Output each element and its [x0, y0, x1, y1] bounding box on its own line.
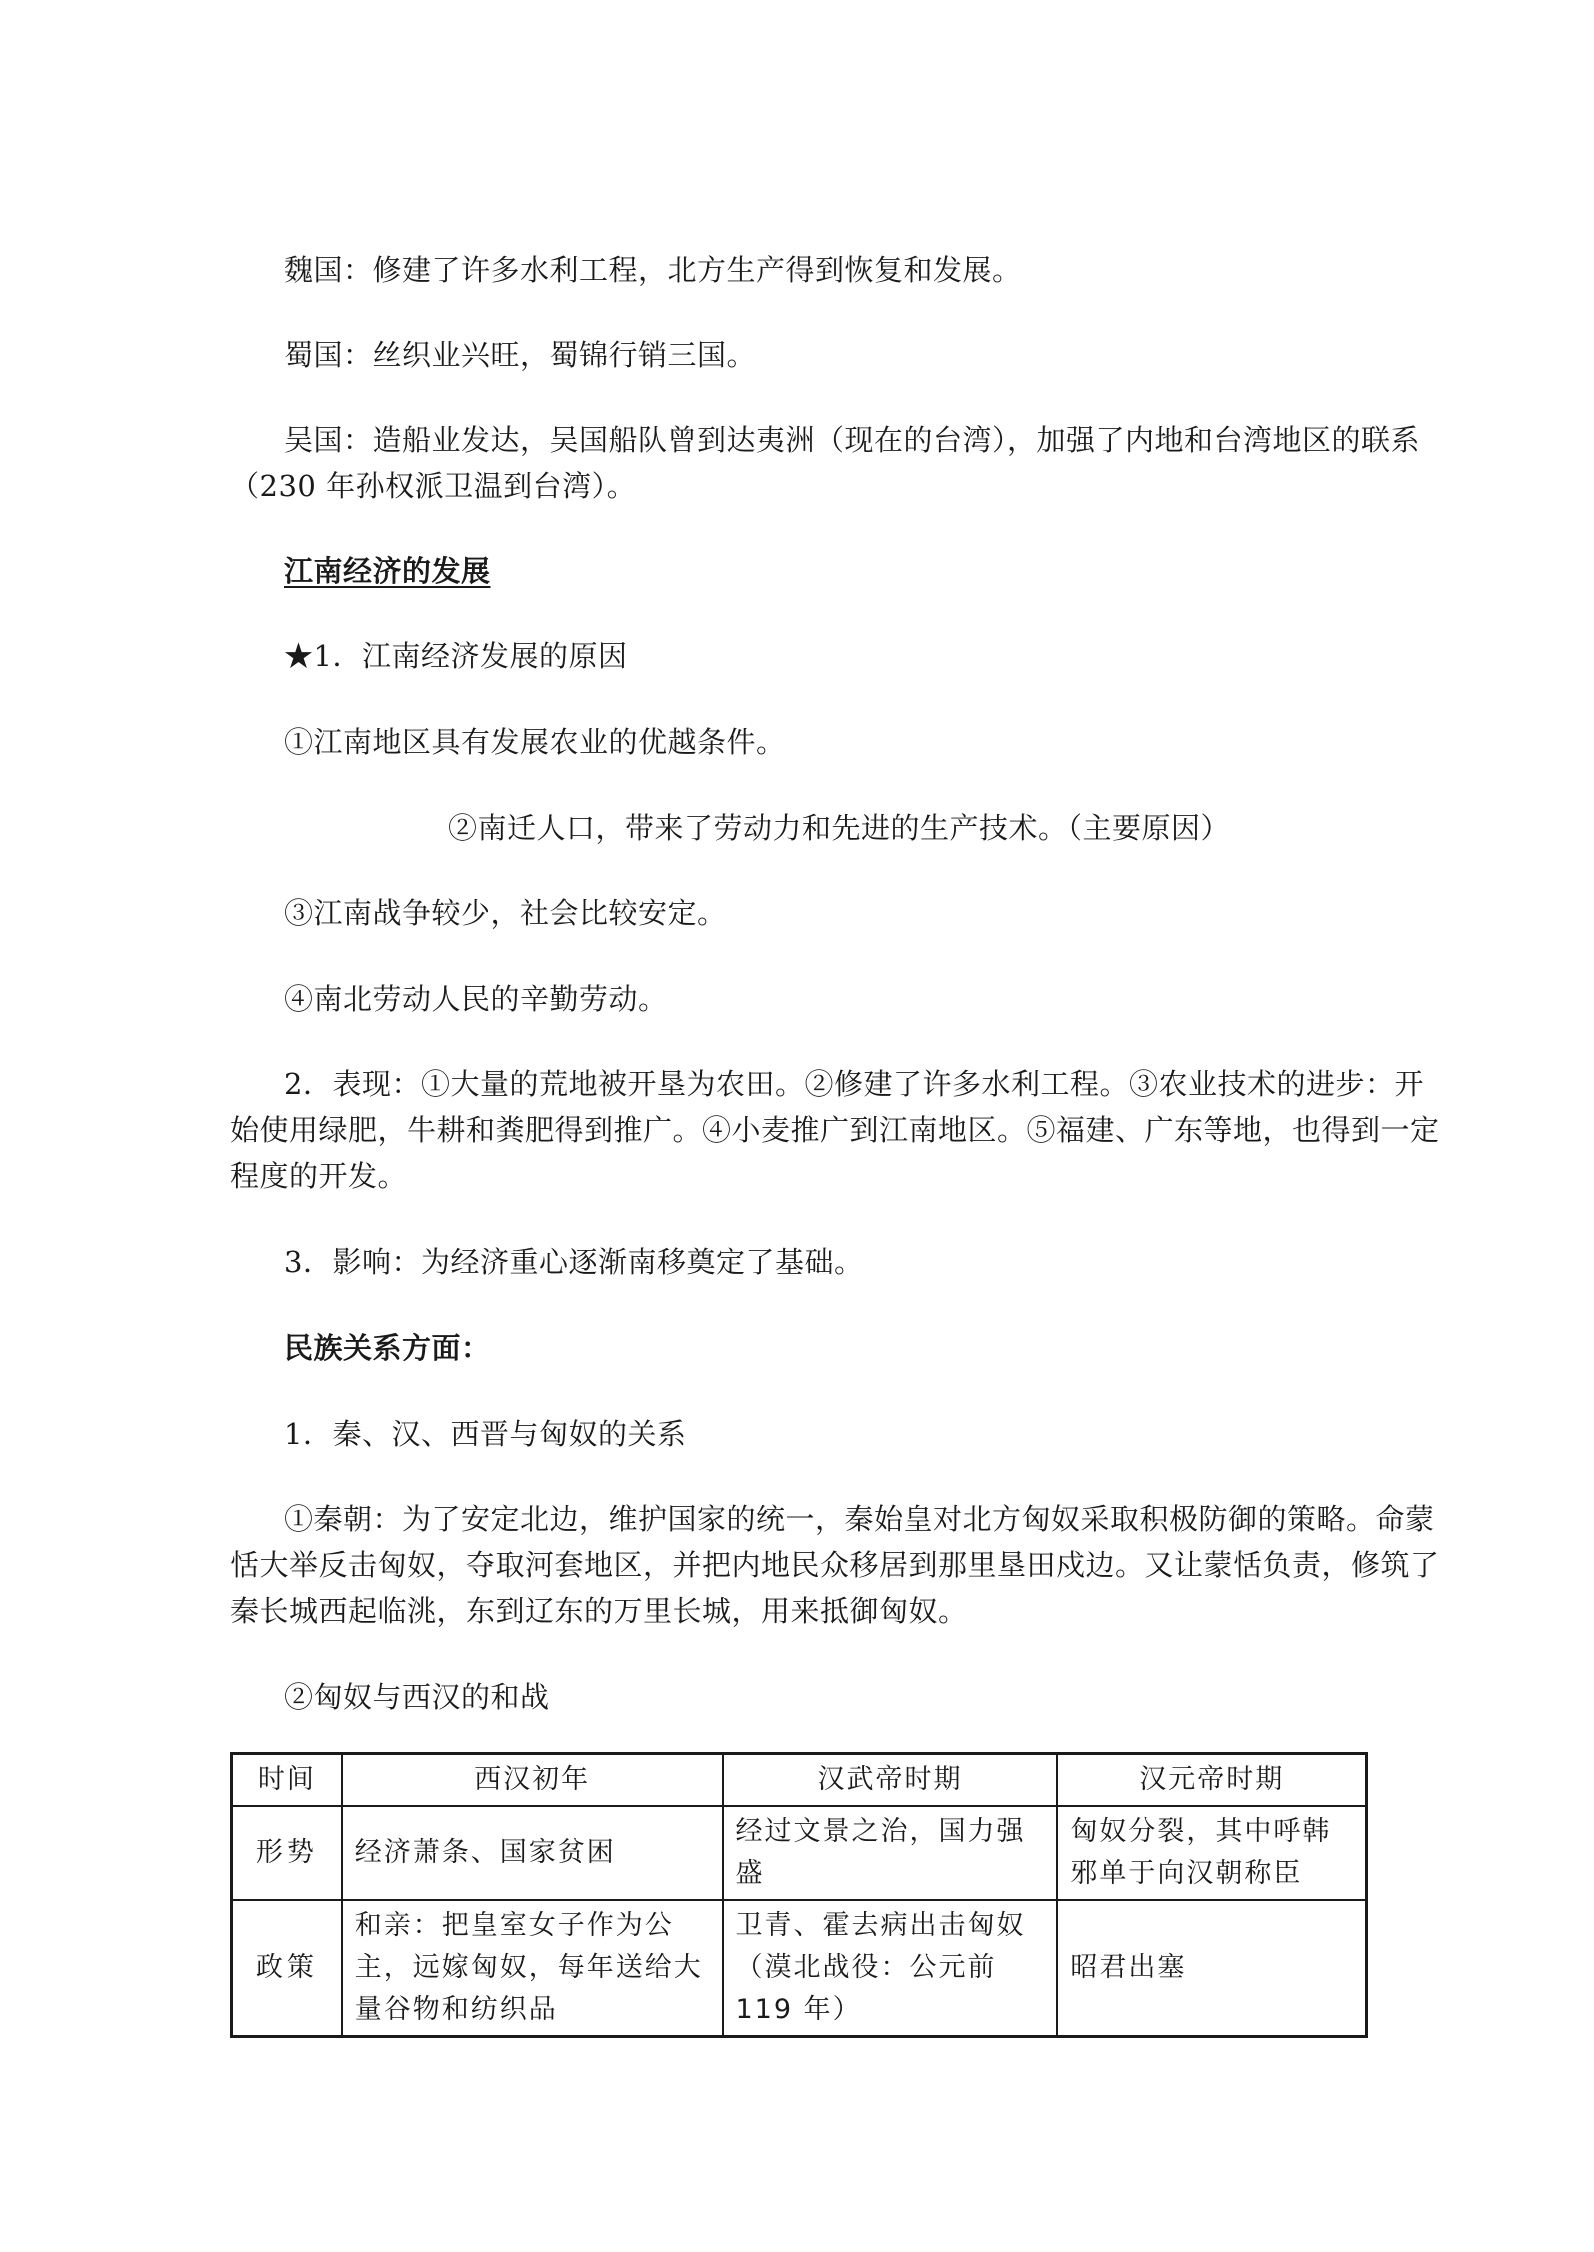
paragraph-shu: 蜀国：丝织业兴旺，蜀锦行销三国。 [284, 338, 757, 372]
table-header-row [232, 1754, 1367, 1807]
paragraph-wu-line1: 吴国：造船业发达，吴国船队曾到达夷洲（现在的台湾），加强了内地和台湾地区的联系 [284, 423, 1421, 457]
table-header-cell: 西汉初年 [342, 1754, 723, 1807]
xiongnu-title: 1．秦、汉、西晋与匈奴的关系 [284, 1417, 687, 1451]
section-heading-jiangnan: 江南经济的发展 [284, 554, 491, 588]
table-cell: 和亲：把皇室女子作为公主，远嫁匈奴，每年送给大量谷物和纺织品 [342, 1900, 723, 2037]
table-cell: 卫青、霍去病出击匈奴（漠北战役：公元前 119 年） [723, 1900, 1058, 2037]
xihan-title: ②匈奴与西汉的和战 [284, 1680, 550, 1714]
xiongnu-xihan-table [230, 1752, 1368, 2038]
reason-item-4: ④南北劳动人民的辛勤劳动。 [284, 982, 668, 1016]
table-cell: 昭君出塞 [1057, 1900, 1366, 2037]
performance-line1: 2．表现：①大量的荒地被开垦为农田。②修建了许多水利工程。③农业技术的进步：开 [284, 1067, 1424, 1101]
qin-line3: 秦长城西起临洮，东到辽东的万里长城，用来抵御匈奴。 [230, 1594, 968, 1628]
table-cell: 匈奴分裂，其中呼韩邪单于向汉朝称臣 [1057, 1806, 1366, 1900]
paragraph-wei: 魏国：修建了许多水利工程，北方生产得到恢复和发展。 [284, 253, 1022, 287]
table-row-label: 形势 [232, 1806, 342, 1900]
paragraph-wu-line2: （230 年孙权派卫温到台湾）。 [230, 469, 637, 503]
table-row-label: 政策 [232, 1900, 342, 2037]
section-heading-minzu: 民族关系方面： [284, 1331, 491, 1365]
qin-line2: 恬大举反击匈奴，夺取河套地区，并把内地民众移居到那里垦田戍边。又让蒙恬负责，修筑了 [230, 1548, 1440, 1582]
table-header-cell: 汉元帝时期 [1057, 1754, 1366, 1807]
reason-title: ★1．江南经济发展的原因 [284, 639, 628, 673]
table-row [232, 1900, 1367, 2037]
performance-line2: 始使用绿肥，牛耕和粪肥得到推广。④小麦推广到江南地区。⑤福建、广东等地，也得到一定 [230, 1113, 1440, 1147]
reason-item-2: ②南迁人口，带来了劳动力和先进的生产技术。（主要原因） [448, 811, 1231, 845]
table-header-cell: 汉武帝时期 [723, 1754, 1058, 1807]
qin-line1: ①秦朝：为了安定北边，维护国家的统一，秦始皇对北方匈奴采取积极防御的策略。命蒙 [284, 1502, 1435, 1536]
performance-line3: 程度的开发。 [230, 1159, 408, 1193]
reason-item-1: ①江南地区具有发展农业的优越条件。 [284, 725, 786, 759]
impact-paragraph: 3．影响：为经济重心逐渐南移奠定了基础。 [284, 1245, 864, 1279]
table-cell: 经过文景之治，国力强盛 [723, 1806, 1058, 1900]
table-header-cell: 时间 [232, 1754, 342, 1807]
reason-item-3: ③江南战争较少，社会比较安定。 [284, 896, 727, 930]
table-cell: 经济萧条、国家贫困 [342, 1806, 723, 1900]
table-row [232, 1806, 1367, 1900]
